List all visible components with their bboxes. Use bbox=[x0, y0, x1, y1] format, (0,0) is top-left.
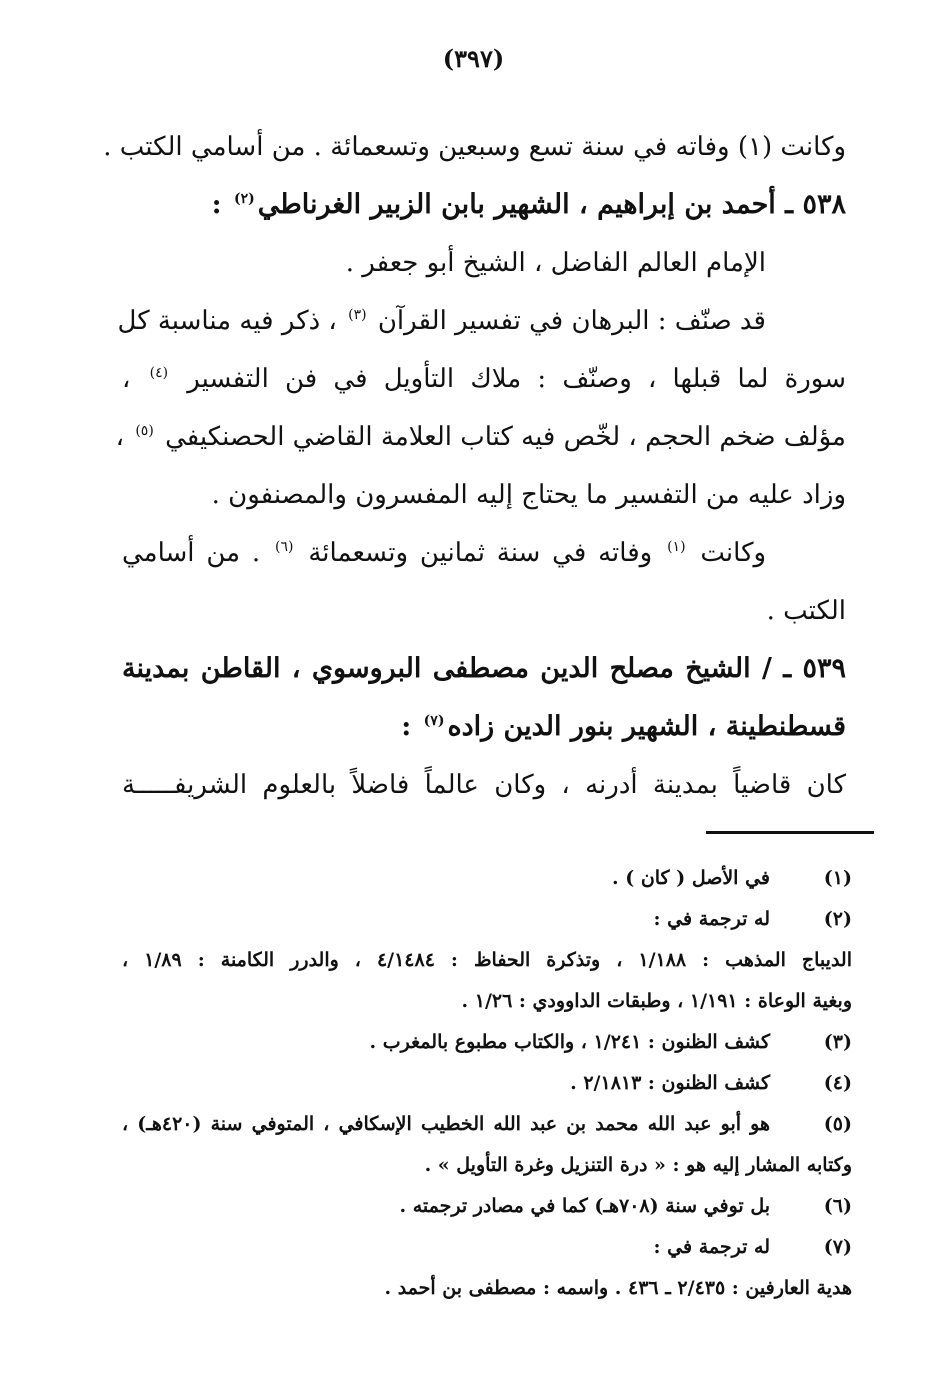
entry-name: ـ أحمد بن إبراهيم ، الشهير بابن الزبير الغرناطي bbox=[257, 189, 794, 220]
text-segment: ، bbox=[122, 364, 131, 394]
footnote-text: وكتابه المشار إليه هو : « درة التنزيل وغرة التأويل » . bbox=[424, 1154, 852, 1176]
footnote-continuation bbox=[122, 981, 852, 1022]
footnote-number: (٤) bbox=[823, 1072, 852, 1094]
footnotes bbox=[122, 858, 852, 1309]
text-segment: وفاته في سنة ثمانين وتسعمائة bbox=[308, 538, 653, 568]
footnote-continuation bbox=[122, 1268, 852, 1309]
footnote-ref: (٥) bbox=[135, 423, 154, 440]
footnote-text: هو أبو عبد الله محمد بن عبد الله الخطيب الإسكافي ، المتوفي سنة (٤٢٠هـ) ، bbox=[122, 1113, 770, 1135]
footnote-number: (٣) bbox=[823, 1031, 852, 1053]
footnote-text: الديباج المذهب : ١/١٨٨ ، وتذكرة الحفاظ : ٤/١٤٨٤ ، والدرر الكامنة : ١/٨٩ ، bbox=[122, 949, 852, 971]
footnote-text: وبغية الوعاة : ١/١٩١ ، وطبقات الداوودي : ١/٢٦ . bbox=[461, 990, 852, 1012]
main-text bbox=[103, 118, 846, 814]
footnote bbox=[122, 858, 852, 899]
text-line: وزاد عليه من التفسير ما يحتاج إليه المفسرون والمصنفون . bbox=[211, 480, 846, 510]
entry-colon: : bbox=[401, 711, 412, 742]
entry-539-heading-cont bbox=[122, 698, 846, 756]
footnote-continuation bbox=[122, 940, 852, 981]
footnote-continuation bbox=[122, 1145, 852, 1186]
entry-name: قسطنطينة ، الشهير بنور الدين زاده bbox=[447, 711, 846, 742]
footnote bbox=[122, 899, 852, 940]
entry-number: ٥٣٨ bbox=[802, 189, 846, 220]
entry-539-heading bbox=[122, 640, 846, 698]
entry-name: ـ / الشيخ مصلح الدين مصطفى البروسوي ، القاطن بمدينة bbox=[122, 653, 792, 684]
footnote-divider bbox=[706, 831, 874, 834]
text-line bbox=[115, 408, 846, 466]
footnote bbox=[122, 1063, 852, 1104]
text-line bbox=[122, 524, 846, 582]
footnote bbox=[122, 1104, 852, 1145]
text-segment: سورة لما قبلها ، وصنّف : ملاك التأويل في فن التفسير bbox=[187, 364, 846, 394]
footnote-number: (٥) bbox=[823, 1113, 852, 1135]
footnote-ref: (٣) bbox=[348, 307, 367, 324]
text-segment: ، bbox=[115, 422, 125, 452]
text-segment: ، ذكر فيه مناسبة كل bbox=[117, 306, 337, 336]
footnote-number: (٢) bbox=[823, 908, 852, 930]
entry-number: ٥٣٩ bbox=[802, 653, 846, 684]
footnote-text: كشف الظنون : ١/٢٤١ ، والكتاب مطبوع بالمغرب . bbox=[369, 1031, 770, 1053]
text-line: الإمام العالم الفاضل ، الشيخ أبو جعفر . bbox=[345, 248, 766, 278]
footnote-text: له ترجمة في : bbox=[653, 908, 770, 930]
footnote-ref: (١) bbox=[667, 539, 686, 556]
text-line bbox=[122, 350, 846, 408]
footnote-ref: (٤) bbox=[149, 365, 169, 382]
footnote-ref: (٦) bbox=[275, 539, 294, 556]
entry-538-heading bbox=[122, 176, 846, 234]
footnote-ref: (٢) bbox=[233, 191, 255, 207]
footnote-ref: (٧) bbox=[423, 713, 445, 729]
footnote-number: (١) bbox=[823, 867, 852, 889]
page-number: (٣٩٧) bbox=[442, 44, 505, 73]
footnote-text: بل توفي سنة (٧٠٨هـ) كما في مصادر ترجمته . bbox=[399, 1195, 770, 1217]
text-line: كان قاضياً بمدينة أدرنه ، وكان عالماً فاضلاً بالعلوم الشريفـــــة bbox=[122, 770, 846, 800]
footnote-number: (٧) bbox=[823, 1236, 852, 1258]
text-segment: قد صنّف : البرهان في تفسير القرآن bbox=[377, 306, 766, 336]
text-segment: وكانت bbox=[700, 538, 766, 568]
text-segment: مؤلف ضخم الحجم ، لخّص فيه كتاب العلامة القاضي الحصنكيفي bbox=[165, 422, 846, 452]
footnote-text: له ترجمة في : bbox=[653, 1236, 770, 1258]
footnote bbox=[122, 1186, 852, 1227]
text-segment: . من أسامي bbox=[122, 538, 261, 568]
footnote bbox=[122, 1022, 852, 1063]
footnote-text: كشف الظنون : ٢/١٨١٣ . bbox=[570, 1072, 770, 1094]
text-line: الكتب . bbox=[766, 596, 846, 626]
footnote-number: (٦) bbox=[823, 1195, 852, 1217]
footnote-text: في الأصل ( كان ) . bbox=[611, 867, 770, 889]
footnote-text: هدية العارفين : ٢/٤٣٥ ـ ٤٣٦ . واسمه : مصطفى بن أحمد . bbox=[384, 1277, 852, 1299]
text-line: وكانت (١) وفاته في سنة تسع وسبعين وتسعمائة . من أسامي الكتب . bbox=[103, 132, 846, 162]
footnote bbox=[122, 1227, 852, 1268]
text-line bbox=[117, 292, 846, 350]
entry-colon: : bbox=[211, 189, 222, 220]
